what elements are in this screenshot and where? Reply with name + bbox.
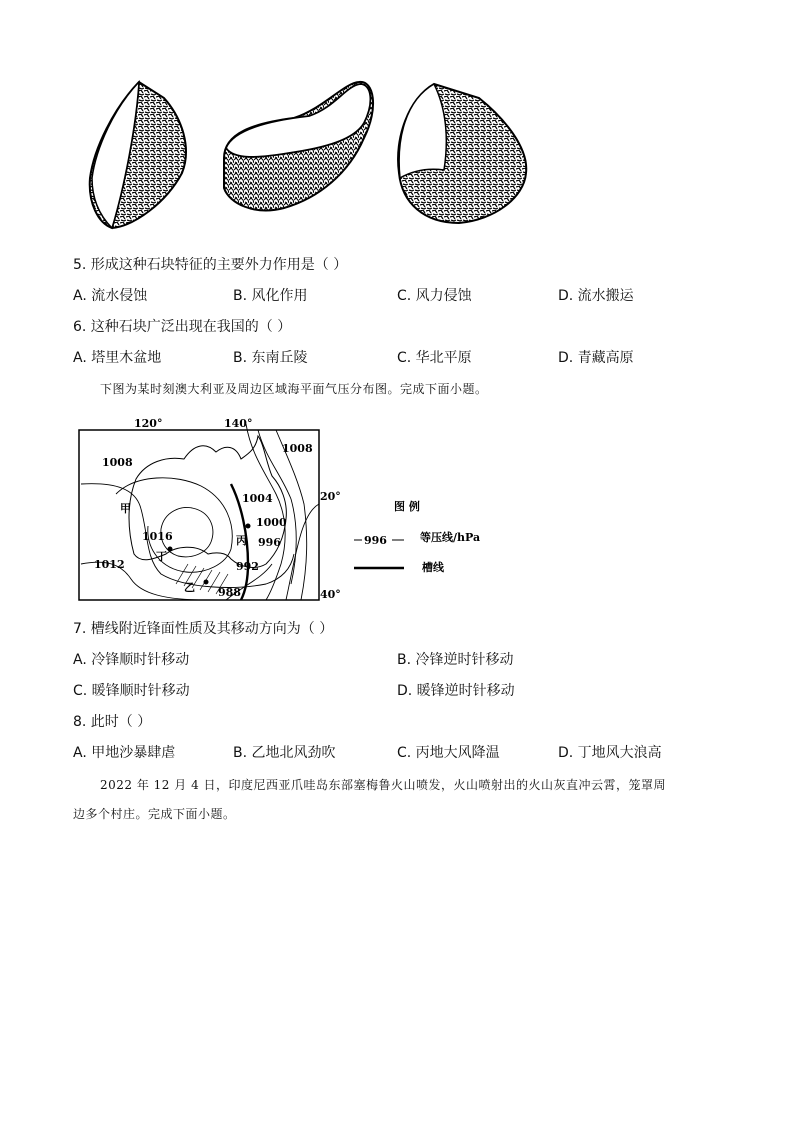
- isobar-label-1004: 1004: [242, 492, 273, 505]
- lat-label-40: 40°: [320, 588, 341, 601]
- isobar-label-1008-east: 1008: [282, 442, 313, 455]
- q7-option-b[interactable]: B. 冷锋逆时针移动: [397, 652, 514, 668]
- question-7-stem: 7. 槽线附近锋面性质及其移动方向为（ ）: [73, 621, 334, 637]
- q6-option-a[interactable]: A. 塔里木盆地: [73, 350, 162, 366]
- legend-trough-label: 槽线: [422, 561, 444, 574]
- q6-option-b[interactable]: B. 东南丘陵: [233, 350, 308, 366]
- q6-option-d[interactable]: D. 青藏高原: [558, 350, 634, 366]
- map-intro: 下图为某时刻澳大利亚及周边区域海平面气压分布图。完成下面小题。: [100, 382, 488, 396]
- point-bing: [246, 524, 251, 529]
- q8-option-d[interactable]: D. 丁地风大浪高: [558, 745, 662, 761]
- q5-option-c[interactable]: C. 风力侵蚀: [397, 288, 472, 304]
- stone-right: [398, 84, 526, 223]
- point-ding: [168, 547, 173, 552]
- q5-option-a[interactable]: A. 流水侵蚀: [73, 288, 148, 304]
- volcano-intro-line2: 边多个村庄。完成下面小题。: [73, 807, 236, 821]
- q7-option-a[interactable]: A. 冷锋顺时针移动: [73, 652, 190, 668]
- q5-option-b[interactable]: B. 风化作用: [233, 288, 308, 304]
- point-yi: [204, 580, 209, 585]
- stone-left: [90, 82, 186, 228]
- question-8-stem: 8. 此时（ ）: [73, 714, 152, 730]
- stones-illustration: [84, 78, 544, 238]
- lon-label-120: 120°: [134, 417, 163, 430]
- q6-option-c[interactable]: C. 华北平原: [397, 350, 472, 366]
- pressure-map: [76, 414, 346, 604]
- legend-isobar-sample: 996: [364, 534, 387, 547]
- isobar-label-996: 996: [258, 536, 281, 549]
- question-5-stem: 5. 形成这种石块特征的主要外力作用是（ ）: [73, 257, 348, 273]
- isobar-label-1008-west: 1008: [102, 456, 133, 469]
- q7-option-d[interactable]: D. 暖锋逆时针移动: [397, 683, 515, 699]
- place-label-yi: 乙: [184, 581, 195, 594]
- place-label-bing: 丙: [236, 534, 247, 547]
- isobar-label-1012: 1012: [94, 558, 125, 571]
- isobar-label-1000: 1000: [256, 516, 287, 529]
- legend-title: 图 例: [394, 500, 420, 513]
- lon-label-140: 140°: [224, 417, 253, 430]
- place-label-ding: 丁: [156, 550, 167, 563]
- q8-option-c[interactable]: C. 丙地大风降温: [397, 745, 500, 761]
- place-label-jia: 甲: [120, 502, 131, 515]
- q8-option-a[interactable]: A. 甲地沙暴肆虐: [73, 745, 176, 761]
- legend-isobar-label: 等压线/hPa: [420, 531, 481, 544]
- q7-option-c[interactable]: C. 暖锋顺时针移动: [73, 683, 190, 699]
- isobar-label-1016: 1016: [142, 530, 173, 543]
- isobar-label-988: 988: [218, 586, 241, 599]
- map-legend: [350, 494, 500, 584]
- q5-option-d[interactable]: D. 流水搬运: [558, 288, 634, 304]
- stone-middle: [224, 82, 373, 211]
- question-6-stem: 6. 这种石块广泛出现在我国的（ ）: [73, 319, 292, 335]
- isobar-label-992: 992: [236, 560, 259, 573]
- lat-label-20: 20°: [320, 490, 341, 503]
- q8-option-b[interactable]: B. 乙地北风劲吹: [233, 745, 336, 761]
- volcano-intro-line1: 2022 年 12 月 4 日，印度尼西亚爪哇岛东部塞梅鲁火山喷发，火山喷射出的火山灰直冲云霄，笼罩周: [100, 778, 667, 792]
